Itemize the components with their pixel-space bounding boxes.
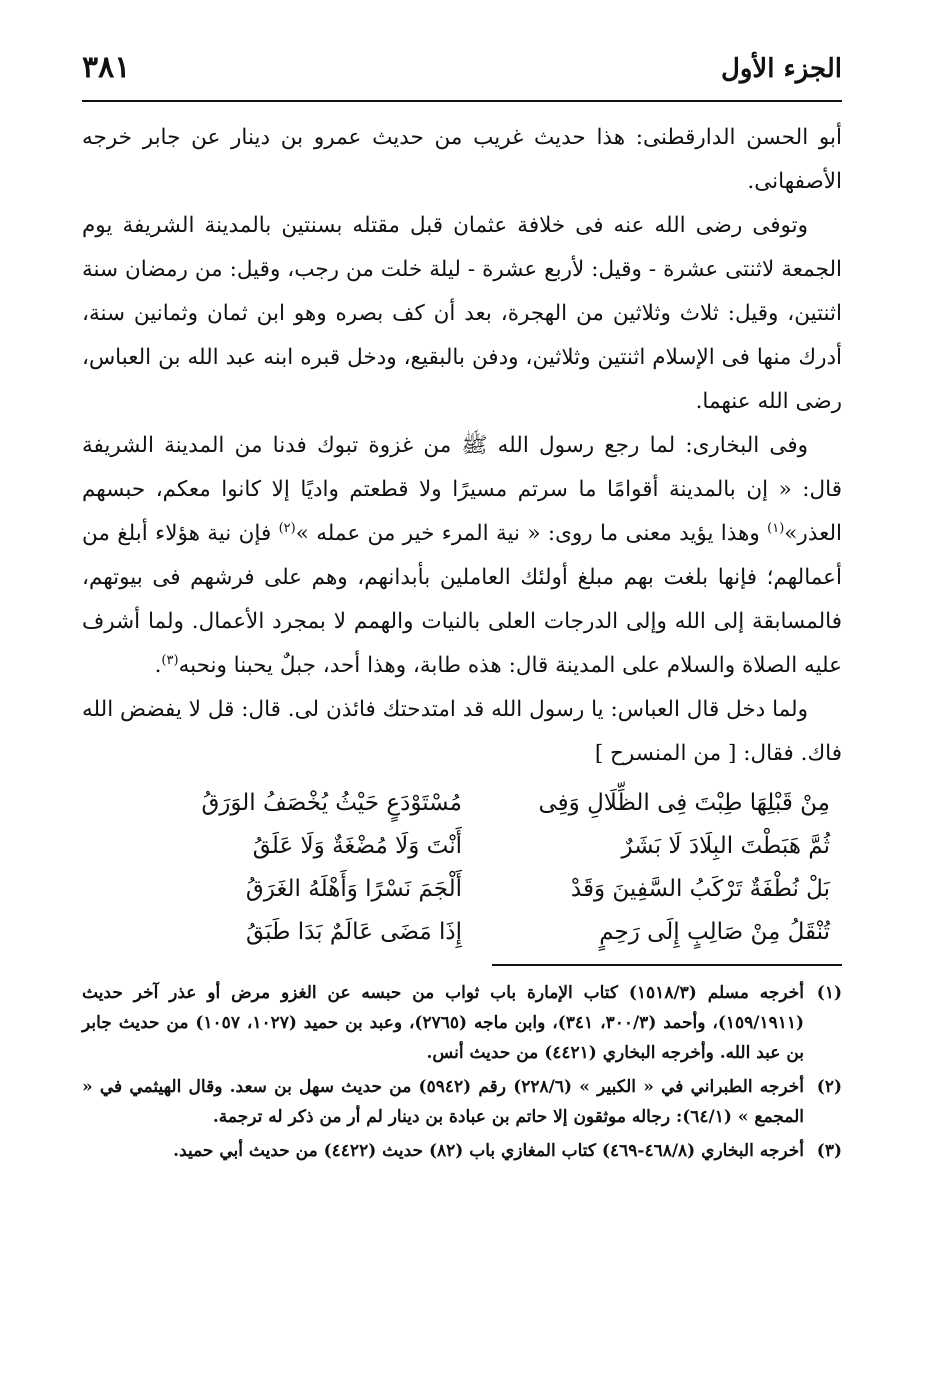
footnote-text: أخرجه مسلم (١٥١٨/٣) كتاب الإمارة باب ثواب من حبسه عن الغزو مرض أو عذر آخر حديث (١٥٩/١٩١١)، وأحمد (٣٠٠/٣، ٣٤١)، وابن ماجه (٢٧٦٥)، وعبد بن حميد (١٠٢٧، ١٠٥٧) من حديث جابر بن عبد الله. وأخرجه البخاري (٤٤٢١) من حديث أنس. (82, 983, 805, 1063)
footnote-text: أخرجه البخاري (٤٦٨/٨-٤٦٩) كتاب المغازي باب (٨٢) حديث (٤٤٢٢) من حديث أبي حميد. (173, 1141, 804, 1161)
verse-row (82, 911, 842, 954)
verse-first-hemistich: بَلْ نُطْفَةٌ تَرْكَبُ السَّفِينَ وَقَدْ (570, 876, 830, 902)
page-number: ٣٨١ (82, 50, 131, 85)
footnote-number: (١) (816, 983, 842, 1003)
verse-row (82, 782, 842, 825)
footnote-ref-1[interactable]: (١) (767, 520, 785, 536)
verse-first-hemistich: تُنْقَلُ مِنْ صَالِبٍ إِلَى رَحِمٍ (599, 919, 830, 945)
paragraph-1: أبو الحسن الدارقطنى: هذا حديث غريب من حديث عمرو بن دينار عن جابر خرجه الأصفهانى. (82, 125, 842, 194)
footnote-divider (492, 964, 842, 966)
footnote-ref-2[interactable]: (٢) (278, 520, 296, 536)
paragraph-4 (82, 688, 842, 776)
verse-first-hemistich: مِنْ قَبْلِهَا طِبْتَ فِى الظِّلَالِ وَفِى (538, 790, 830, 816)
footnote-number: (٣) (816, 1141, 842, 1161)
footnote-number: (٢) (816, 1077, 842, 1097)
verse-second-hemistich: أَلْجَمَ نَسْرًا وَأَهْلَهُ الغَرَقُ (245, 876, 462, 902)
footnote-3 (82, 1136, 842, 1166)
footnote-text: أخرجه الطبراني في « الكبير » (٢٢٨/٦) رقم (٥٩٤٢) من حديث سهل بن سعد. وقال الهيثمي في « المجمع » (٦٤/١): رجاله موثقون إلا حاتم بن عبادة بن دينار لم أر من ذكر له ترجمة. (82, 1077, 805, 1127)
book-page (82, 48, 842, 1170)
footnote-1 (82, 978, 842, 1068)
part-title: الجزء الأول (720, 54, 842, 84)
footnote-ref-3[interactable]: (٣) (161, 652, 179, 668)
verse-row (82, 825, 842, 868)
verse-second-hemistich: إِذَا مَضَى عَالَمٌ بَدَا طَبَقُ (245, 919, 462, 945)
footnote-2 (82, 1072, 842, 1132)
paragraph-4-text: ولما دخل قال العباس: يا رسول الله قد امتدحتك فائذن لى. قال: قل لا يفضض الله فاك. فقال: (82, 697, 842, 766)
verse-row (82, 868, 842, 911)
paragraph-2: وتوفى رضى الله عنه فى خلافة عثمان قبل مقتله بسنتين بالمدينة الشريفة يوم الجمعة لاثنتى عشرة - وقيل: لأربع عشرة - ليلة خلت من رجب، وقيل: من رمضان سنة اثنتين، وقيل: ثلاث وثلاثين من الهجرة، بعد أن كف بصره وهو ابن ثمان وثمانين سنة، أدرك منها فى الإسلام اثنتين وثلاثين، ودفن بالبقيع، ودخل قبره ابنه عبد الله بن العباس، رضى الله عنهما. (82, 213, 842, 414)
paragraph-3 (82, 424, 842, 688)
verse-second-hemistich: مُسْتَوْدَعٍ حَيْثُ يُخْصَفُ الوَرَقُ (201, 790, 462, 816)
poem-verses (82, 782, 842, 954)
paragraph-3-part-c: فإن نية هؤلاء أبلغ من أعمالهم؛ فإنها بلغت بهم مبلغ أولئك العاملين بأبدانهم، وهم على فرشهم فى بيوتهم، فالمسابقة إلى الله وإلى الدرجات العلى بالنيات والهمم لا بمجرد الأعمال. ولما أشرف عليه الصلاة والسلام على المدينة قال: هذه طابة، وهذا أحد، جبلٌ يحبنا ونحبه (82, 521, 842, 678)
paragraph-3-part-b: وهذا يؤيد معنى ما روى: « نية المرء خير من عمله » (295, 521, 768, 546)
verse-first-hemistich: ثُمَّ هَبَطْتَ البِلَادَ لَا بَشَرٌ (621, 833, 830, 859)
main-text (82, 116, 842, 776)
paragraph-3-part-a: وفى البخارى: لما رجع رسول الله ﷺ من غزوة تبوك فدنا من المدينة الشريفة قال: « إن بالمدينة أقوامًا ما سرتم مسيرًا ولا قطعتم واديًا إلا كانوا معكم، حبسهم العذر» (82, 433, 842, 546)
meter-label: [ من المنسرح ] (594, 741, 737, 766)
verse-second-hemistich: أَنْتَ وَلَا مُضْغَةٌ وَلَا عَلَقُ (252, 833, 462, 859)
page-header (82, 48, 842, 102)
footnotes (82, 978, 842, 1166)
paragraph-3-part-d: . (154, 653, 162, 678)
